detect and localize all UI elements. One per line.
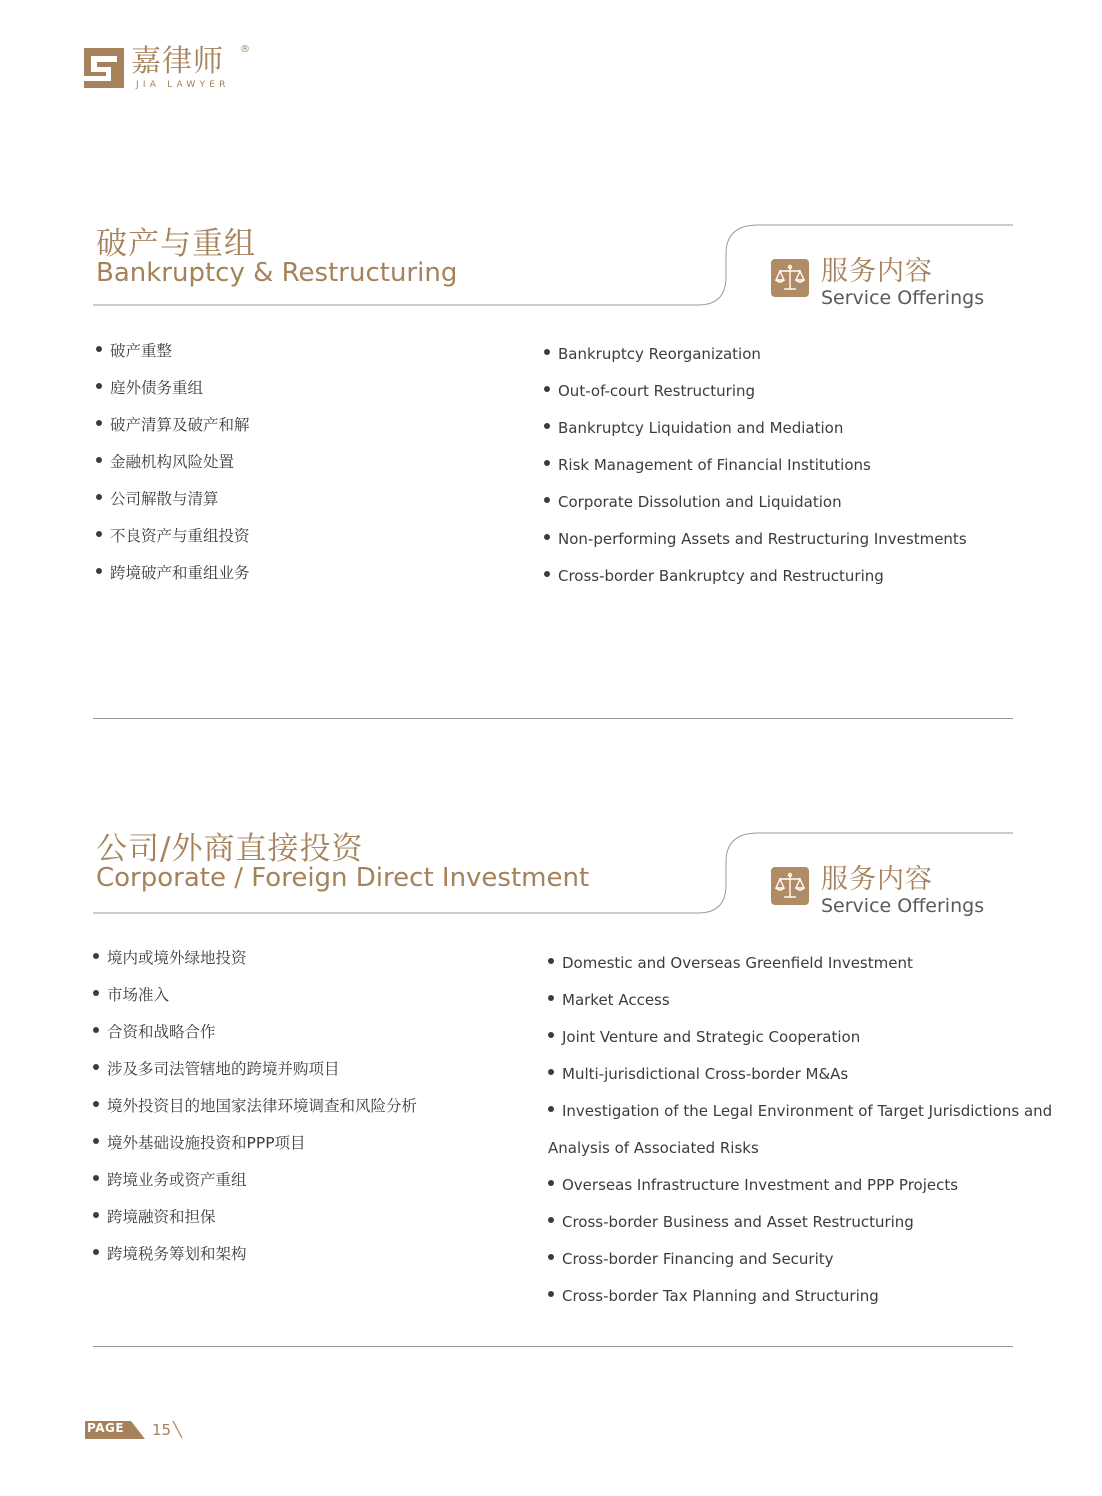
bullet-icon — [548, 995, 554, 1001]
service-label-cn: 服务内容 — [821, 864, 933, 895]
bullet-icon — [548, 1032, 554, 1038]
list-item: 涉及多司法管辖地的跨境并购项目 — [107, 1060, 417, 1097]
list-item-continuation: Analysis of Associated Risks — [548, 1139, 759, 1157]
list-item: 跨境业务或资产重组 — [107, 1171, 417, 1208]
service-list-en — [548, 954, 1053, 1324]
section-title-cn: 公司/外商直接投资 — [96, 831, 364, 867]
bullet-icon — [93, 1249, 99, 1255]
list-item: Overseas Infrastructure Investment and PPP Projects — [562, 1176, 1052, 1213]
service-label-en: Service Offerings — [821, 895, 985, 917]
list-item: 庭外债务重组 — [110, 379, 250, 416]
list-item: Corporate Dissolution and Liquidation — [558, 493, 967, 530]
section-title-cn: 破产与重组 — [96, 226, 256, 262]
brand-name-cn: 嘉律师 — [131, 44, 224, 79]
list-item: 跨境融资和担保 — [107, 1208, 417, 1245]
brand-name-en: JIA LAWYER — [136, 80, 230, 90]
bullet-icon — [93, 953, 99, 959]
list-item: 跨境破产和重组业务 — [110, 564, 250, 601]
list-item: 境外投资目的地国家法律环境调查和风险分析 — [107, 1097, 417, 1134]
list-item: 破产清算及破产和解 — [110, 416, 250, 453]
list-item: Joint Venture and Strategic Cooperation — [562, 1028, 1052, 1065]
page-label: PAGE — [87, 1421, 125, 1435]
bullet-icon — [548, 1180, 554, 1186]
bullet-icon — [548, 1254, 554, 1260]
bullet-icon — [548, 1217, 554, 1223]
service-badge — [771, 867, 809, 905]
scales-icon — [771, 867, 809, 905]
slash-icon — [171, 1419, 185, 1441]
service-list-cn — [107, 949, 417, 1282]
list-item: 公司解散与清算 — [110, 490, 250, 527]
list-item: Cross-border Business and Asset Restructuring — [562, 1213, 1052, 1250]
registered-mark: ® — [240, 44, 250, 55]
list-item: Risk Management of Financial Institutions — [558, 456, 967, 493]
bullet-icon — [548, 1291, 554, 1297]
bullet-icon — [548, 1106, 554, 1112]
bullet-icon — [93, 1027, 99, 1033]
list-item: Non-performing Assets and Restructuring Investments — [558, 530, 967, 567]
list-item: 境外基础设施投资和PPP项目 — [107, 1134, 417, 1171]
list-item: Cross-border Tax Planning and Structuring — [562, 1287, 1052, 1324]
list-item: 不良资产与重组投资 — [110, 527, 250, 564]
list-item: Cross-border Financing and Security — [562, 1250, 1052, 1287]
list-item: Multi-jurisdictional Cross-border M&As — [562, 1065, 1052, 1102]
list-item: Bankruptcy Reorganization — [558, 345, 967, 382]
list-item: Domestic and Overseas Greenfield Investment — [562, 954, 1052, 991]
list-item: 合资和战略合作 — [107, 1023, 417, 1060]
bullet-icon — [93, 1101, 99, 1107]
page-number: 15 — [152, 1421, 172, 1439]
service-label-en: Service Offerings — [821, 287, 985, 309]
bullet-icon — [548, 958, 554, 964]
list-item: Bankruptcy Liquidation and Mediation — [558, 419, 967, 456]
service-label-cn: 服务内容 — [821, 256, 933, 287]
bullet-icon — [548, 1069, 554, 1075]
list-item: 市场准入 — [107, 986, 417, 1023]
bullet-icon — [93, 1175, 99, 1181]
list-item: 破产重整 — [110, 342, 250, 379]
bullet-icon — [93, 1064, 99, 1070]
list-item: 金融机构风险处置 — [110, 453, 250, 490]
bullet-icon — [93, 990, 99, 996]
list-item: 境内或境外绿地投资 — [107, 949, 417, 986]
section-title-en: Corporate / Foreign Direct Investment — [96, 863, 590, 893]
list-item: 跨境税务筹划和架构 — [107, 1245, 417, 1282]
section-title-en: Bankruptcy & Restructuring — [96, 258, 458, 288]
list-item: Out-of-court Restructuring — [558, 382, 967, 419]
list-item: Investigation of the Legal Environment of Target Jurisdictions and — [562, 1102, 1052, 1139]
list-item: Market Access — [562, 991, 1052, 1028]
section-divider — [93, 1346, 1013, 1347]
bullet-icon — [93, 1212, 99, 1218]
bullet-icon — [93, 1138, 99, 1144]
list-item: Cross-border Bankruptcy and Restructuring — [558, 567, 967, 604]
